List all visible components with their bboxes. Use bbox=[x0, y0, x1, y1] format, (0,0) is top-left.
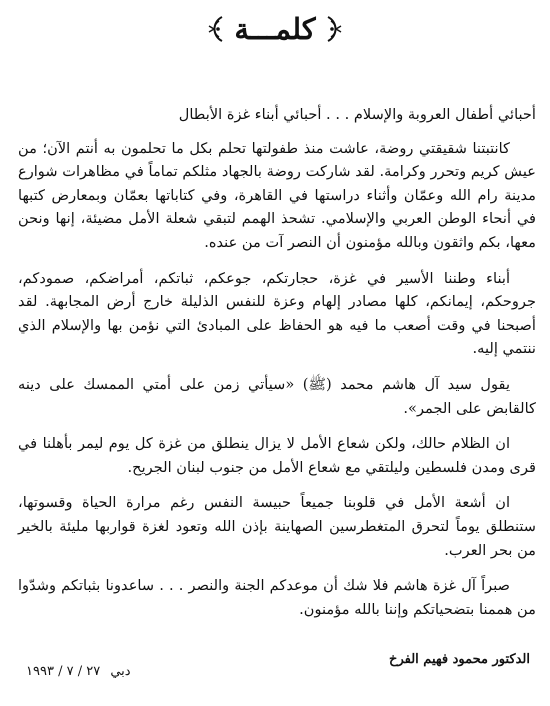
paragraph: كانتبتنا شقيقتي روضة، عاشت منذ طفولتها تحلم بكل ما تحلمون به أنتم الآن؛ من عيش كريم وتحرر وكرامة. لقد شاركت روضة بالجهاد مثلكم تماماً في مظاهرات شوارع مدينة رام الله وعمّان وأثناء دراستها في القاهرة، وفي كتاباتها بعمّان وبمعارض كتبها في أنحاء الوطن العربي والإسلامي. تشحذ الهمم لتبقي شعلة الأمل مضيئة، إنها ونحن معها، بكم واثقون وبالله مؤمنون أن النصر آت من عنده. bbox=[18, 139, 536, 251]
ornament-right-icon bbox=[206, 14, 230, 44]
page-header bbox=[0, 6, 550, 52]
letter-footer bbox=[20, 652, 530, 692]
paragraph: صبراً آل غزة هاشم فلا شك أن موعدكم الجنة والنصر . . . ساعدونا بثباتكم وشدّوا من هممنا بتضحياتكم وإننا بالله مؤمنون. bbox=[18, 577, 536, 618]
letter-body bbox=[18, 103, 536, 633]
signer-name: الدكتور محمود فهيم الفرخ bbox=[389, 652, 530, 667]
ornament-left-icon bbox=[320, 14, 344, 44]
salutation: أحبائي أطفال العروبة والإسلام . . . أحبائي أبناء غزة الأبطال bbox=[178, 106, 536, 123]
paragraph: ان أشعة الأمل في قلوبنا جميعاً حبيسة النفس رغم مرارة الحياة وقسوتها، ستنطلق يوماً لتحرق المتغطرسين الصهاينة بإذن الله وتعود لغزة قواربها مليئة بالخير من بحر العرب. bbox=[18, 494, 536, 559]
paragraph: يقول سيد آل هاشم محمد (ﷺ) «سيأتي زمن على أمتي الممسك على دينه كالقابض على الجمر». bbox=[18, 375, 536, 417]
place: دبي bbox=[110, 664, 131, 679]
title-frame bbox=[206, 12, 343, 46]
paragraph: ان الظلام حالك، ولكن شعاع الأمل لا يزال ينطلق من غزة كل يوم ليمر بأهلنا في قرى ومدن فلسطين وليلتقي مع شعاع الأمل من جنوب لبنان الجريح. bbox=[18, 435, 536, 476]
paragraph: أبناء وطننا الأسير في غزة، حجارتكم، جوعكم، ثباتكم، أمراضكم، صمودكم، جروحكم، إيمانكم، كلها مصادر إلهام وعزة للنفس الذليلة خارج أرض المجابهة. لقد أصبحنا في وقت أصعب ما فيه هو الحفاظ على المبادئ التي نؤمن بها والإسلام الذي ننتمي إليه. bbox=[18, 269, 536, 358]
page-title: كلمـــة bbox=[234, 12, 316, 46]
place-date bbox=[20, 664, 131, 679]
date: ٢٧ / ٧ / ١٩٩٣ bbox=[26, 664, 101, 679]
